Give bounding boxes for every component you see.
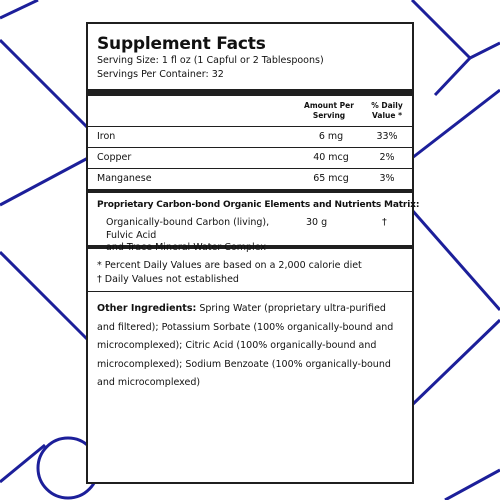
nutrient-amount: 6 mg xyxy=(318,131,344,142)
background-line xyxy=(445,470,500,500)
matrix-description xyxy=(106,217,281,255)
nutrient-name: Iron xyxy=(97,131,116,142)
nutrient-name: Manganese xyxy=(97,173,152,184)
matrix-daily-value: † xyxy=(382,217,387,228)
background-line xyxy=(412,90,500,158)
ingredients-line: microcomplexed); Sodium Benzoate (100% organically-bound xyxy=(97,358,391,370)
nutrient-daily-value: 3% xyxy=(379,173,395,184)
ingredients-line xyxy=(97,300,403,319)
background-line xyxy=(0,158,88,205)
nutrient-row xyxy=(88,169,412,189)
amount-header-line: Amount Per xyxy=(304,101,354,110)
background-line xyxy=(0,252,88,340)
supplement-facts-panel xyxy=(86,22,420,484)
column-header-row xyxy=(88,96,412,127)
nutrient-amount: 40 mcg xyxy=(313,152,349,163)
background-line xyxy=(0,40,88,128)
background-line xyxy=(470,43,500,58)
ingredients-label: Other Ingredients: xyxy=(97,303,197,314)
nutrient-row xyxy=(88,127,412,148)
ingredients-text: Spring Water (proprietary ultra-purified xyxy=(196,303,386,314)
footnote-not-established: † Daily Values not established xyxy=(97,274,239,285)
background-line xyxy=(0,0,38,18)
nutrient-daily-value: 33% xyxy=(376,131,398,142)
servings-per-container: Servings Per Container: 32 xyxy=(97,69,224,80)
label-header xyxy=(88,24,412,89)
footnote-daily-values: * Percent Daily Values are based on a 2,000 calorie diet xyxy=(97,260,362,271)
proprietary-matrix xyxy=(88,193,420,253)
label-title: Supplement Facts xyxy=(97,34,266,54)
nutrient-daily-value: 2% xyxy=(379,152,395,163)
serving-size: Serving Size: 1 fl oz (1 Capful or 2 Tablespoons) xyxy=(97,55,324,66)
background-line xyxy=(412,0,470,58)
nutrient-row xyxy=(88,148,412,169)
ingredients-line: and filtered); Potassium Sorbate (100% organically-bound and xyxy=(97,321,394,333)
background-line xyxy=(412,210,500,310)
nutrient-amount: 65 mcg xyxy=(313,173,349,184)
amount-per-serving-header xyxy=(298,101,360,121)
ingredients-line: microcomplexed); Citric Acid (100% organically-bound and xyxy=(97,340,377,351)
daily-value-header xyxy=(360,101,414,121)
other-ingredients xyxy=(88,292,412,393)
dv-header-line: Value * xyxy=(372,111,402,120)
amount-header-line: Serving xyxy=(312,111,346,120)
background-line xyxy=(412,320,500,405)
dv-header-line: % Daily xyxy=(371,101,403,110)
ingredients-line: and microcomplexed) xyxy=(97,377,201,388)
matrix-description-line: and Trace Mineral Water Complex xyxy=(106,242,266,253)
matrix-description-line: Organically-bound Carbon (living), Fulvic Acid xyxy=(106,217,270,241)
footnotes xyxy=(88,249,412,291)
nutrient-name: Copper xyxy=(97,152,132,163)
thick-divider xyxy=(88,89,412,96)
matrix-amount: 30 g xyxy=(306,217,328,228)
matrix-title: Proprietary Carbon-bond Organic Elements and Nutrients Matrix: xyxy=(97,200,420,210)
background-line xyxy=(435,58,470,95)
